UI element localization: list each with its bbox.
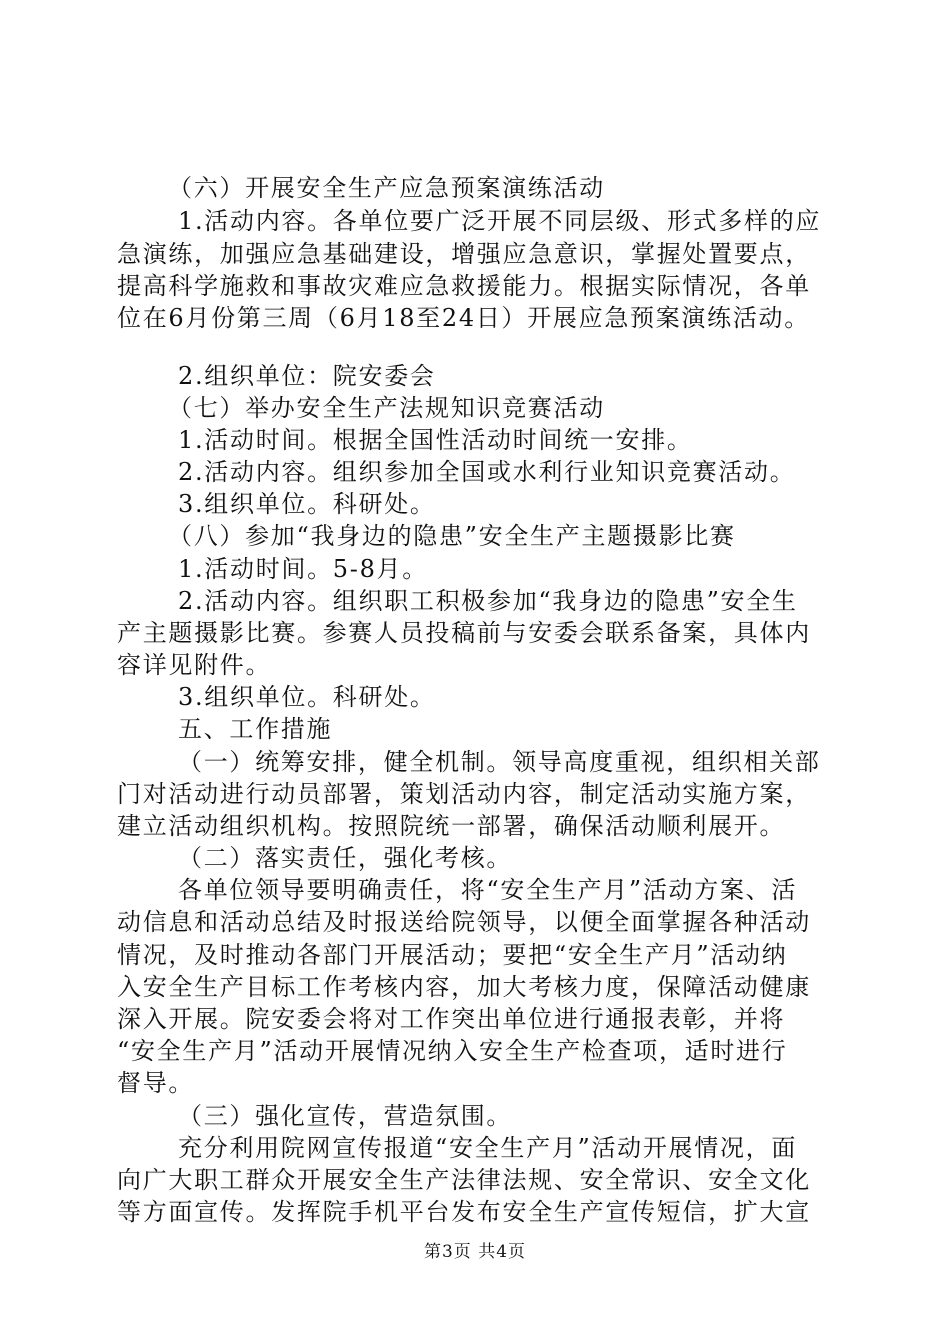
paragraph-line: 提高科学施救和事故灾难应急救援能力。根据实际情况，各单 bbox=[117, 272, 811, 300]
paragraph-line: “安全生产月”活动开展情况纳入安全生产检查项，适时进行 bbox=[117, 1037, 788, 1065]
paragraph-line: 各单位领导要明确责任，将“安全生产月”活动方案、活 bbox=[178, 876, 798, 904]
paragraph-line: 入安全生产目标工作考核内容，加大考核力度，保障活动健康 bbox=[117, 973, 811, 1001]
paragraph-line: 2.活动内容。组织参加全国或水利行业知识竞赛活动。 bbox=[178, 458, 796, 486]
page-number-footer: 第3页 共4页 bbox=[423, 1242, 527, 1262]
paragraph-line: 容详见附件。 bbox=[117, 651, 272, 679]
paragraph-line: 产主题摄影比赛。参赛人员投稿前与安委会联系备案，具体内 bbox=[117, 619, 811, 647]
paragraph-line: （一）统筹安排，健全机制。领导高度重视，组织相关部 bbox=[178, 748, 821, 776]
paragraph-line: 情况，及时推动各部门开展活动；要把“安全生产月”活动纳 bbox=[117, 941, 788, 969]
subheading-two: （二）落实责任，强化考核。 bbox=[178, 844, 513, 872]
paragraph-line: 位在6月份第三周（6月18至24日）开展应急预案演练活动。 bbox=[117, 304, 810, 332]
paragraph-line: 深入开展。院安委会将对工作突出单位进行通报表彰，并将 bbox=[117, 1005, 786, 1033]
subheading-three: （三）强化宣传，营造氛围。 bbox=[178, 1102, 513, 1130]
paragraph-line: 1.活动时间。5-8月。 bbox=[178, 555, 428, 583]
paragraph-line: 1.活动时间。根据全国性活动时间统一安排。 bbox=[178, 426, 693, 454]
heading-eight: （八）参加“我身边的隐患”安全生产主题摄影比赛 bbox=[168, 522, 736, 550]
paragraph-line: 急演练，加强应急基础建设，增强应急意识，掌握处置要点， bbox=[117, 240, 811, 268]
paragraph-line: 3.组织单位。科研处。 bbox=[178, 683, 436, 711]
paragraph-line: 1.活动内容。各单位要广泛开展不同层级、形式多样的应 bbox=[178, 207, 822, 235]
paragraph-line: 等方面宣传。发挥院手机平台发布安全生产宣传短信，扩大宣 bbox=[117, 1198, 811, 1226]
paragraph-line: 督导。 bbox=[117, 1069, 195, 1097]
paragraph-line: 3.组织单位。科研处。 bbox=[178, 490, 436, 518]
paragraph-line: 充分利用院网宣传报道“安全生产月”活动开展情况，面 bbox=[178, 1134, 798, 1162]
paragraph-line: 建立活动组织机构。按照院统一部署，确保活动顺利展开。 bbox=[117, 812, 786, 840]
paragraph-line: 2.组织单位：院安委会 bbox=[178, 362, 436, 390]
section-heading-five: 五、工作措施 bbox=[178, 715, 333, 743]
paragraph-line: 动信息和活动总结及时报送给院领导，以便全面掌握各种活动 bbox=[117, 908, 811, 936]
heading-six: （六）开展安全生产应急预案演练活动 bbox=[168, 174, 605, 202]
heading-seven: （七）举办安全生产法规知识竞赛活动 bbox=[168, 394, 605, 422]
paragraph-line: 2.活动内容。组织职工积极参加“我身边的隐患”安全生 bbox=[178, 587, 798, 615]
paragraph-line: 门对活动进行动员部署，策划活动内容，制定活动实施方案， bbox=[117, 780, 811, 808]
paragraph-line: 向广大职工群众开展安全生产法律法规、安全常识、安全文化 bbox=[117, 1166, 811, 1194]
